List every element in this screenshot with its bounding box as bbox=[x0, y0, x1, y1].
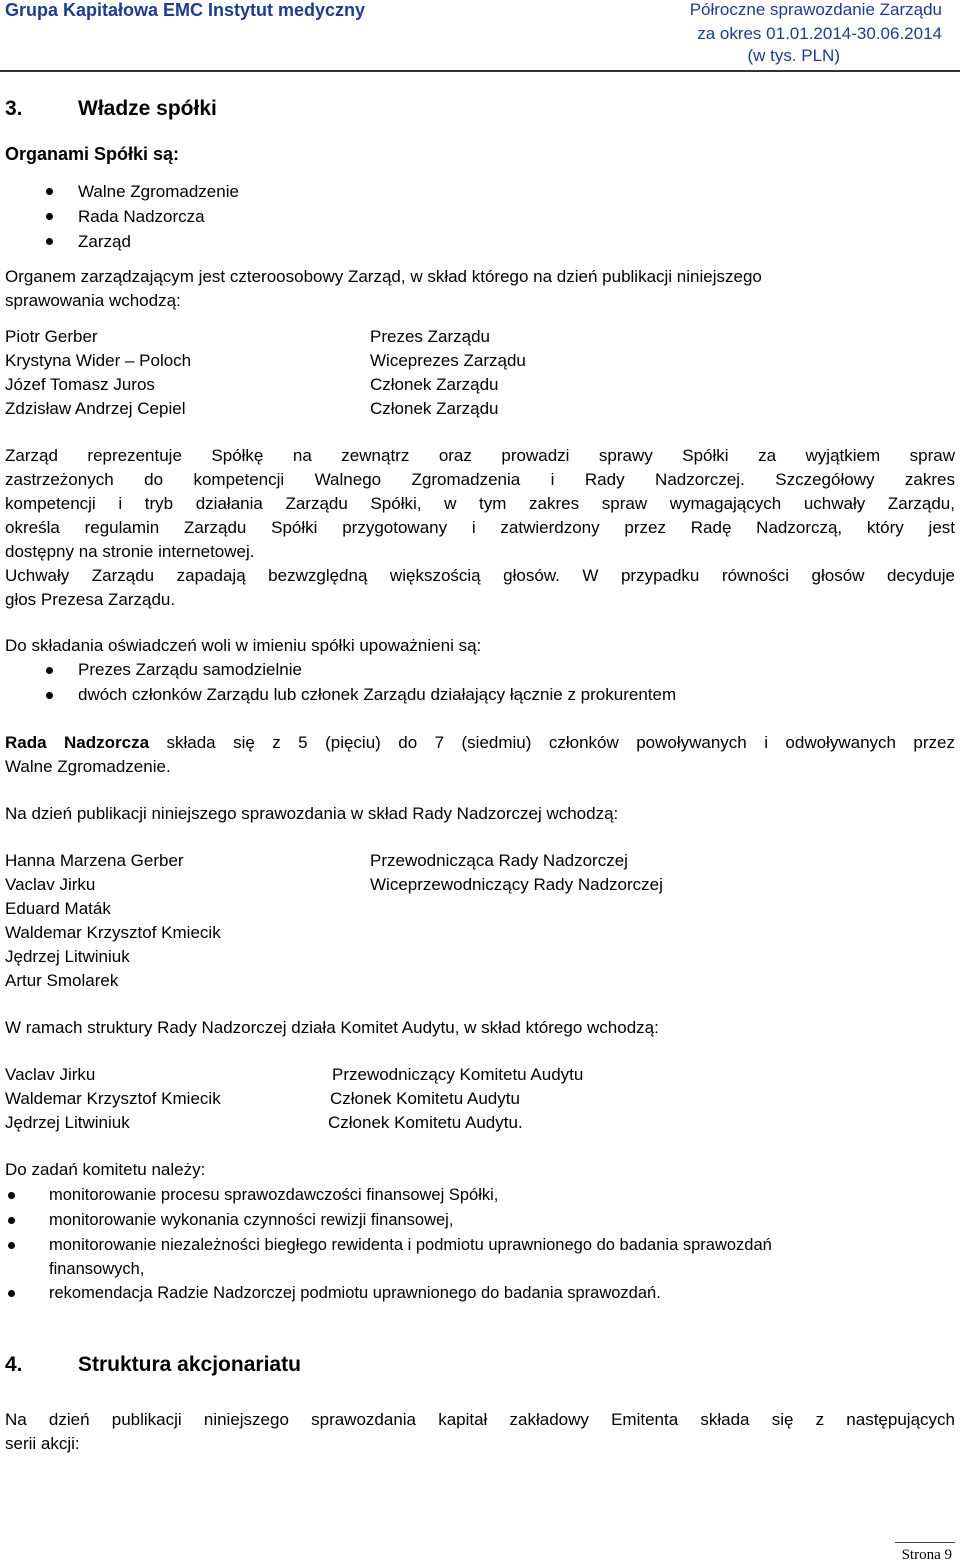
audit-member-role: Przewodniczący Komitetu Audytu bbox=[332, 1065, 584, 1084]
board-member-role: Członek Zarządu bbox=[370, 375, 499, 394]
board-member-role: Wiceprezes Zarządu bbox=[370, 351, 526, 370]
report-unit: (w tys. PLN) bbox=[747, 46, 840, 65]
page-number: Strona 9 bbox=[901, 1547, 952, 1563]
board-desc-line: określa regulamin Zarządu Spółki przygotowany i zatwierdzony przez Radę Nadzorczą, który jest bbox=[5, 518, 955, 537]
shares-intro-line-2: serii akcji: bbox=[5, 1434, 80, 1453]
bullet-icon bbox=[46, 238, 53, 245]
board-member-name: Piotr Gerber bbox=[5, 327, 98, 346]
report-period: za okres 01.01.2014-30.06.2014 bbox=[697, 24, 942, 43]
bullet-icon bbox=[8, 1242, 15, 1249]
organs-heading: Organami Spółki są: bbox=[5, 144, 180, 164]
shares-intro-line-1: Na dzień publikacji niniejszego sprawozdania kapitał zakładowy Emitenta składa się z następujących bbox=[5, 1410, 955, 1429]
council-member-name: Artur Smolarek bbox=[5, 971, 119, 990]
header-divider bbox=[0, 70, 960, 72]
board-desc-line: zastrzeżonych do kompetencji Walnego Zgromadzenia i Rady Nadzorczej. Szczegółowy zakres bbox=[5, 470, 955, 489]
board-member-name: Krystyna Wider – Poloch bbox=[5, 351, 192, 370]
board-desc-line: Zarząd reprezentuje Spółkę na zewnątrz oraz prowadzi sprawy Spółki za wyjątkiem spraw bbox=[5, 446, 955, 465]
organ-item: Walne Zgromadzenie bbox=[78, 182, 239, 201]
board-description bbox=[5, 444, 955, 612]
audit-intro: W ramach struktury Rady Nadzorczej działa Komitet Audytu, w skład którego wchodzą: bbox=[5, 1018, 659, 1037]
representation-item: Prezes Zarządu samodzielnie bbox=[78, 660, 302, 679]
board-intro-line-1: Organem zarządzającym jest czteroosobowy Zarząd, w skład którego na dzień publikacji niniejszego bbox=[5, 267, 762, 286]
bullet-icon bbox=[46, 188, 53, 195]
board-desc-line: kompetencji i tryb działania Zarządu Spółki, w tym zakres spraw wymagających uchwały Zarządu, bbox=[5, 494, 955, 513]
bullet-icon bbox=[8, 1217, 15, 1224]
bullet-icon bbox=[46, 213, 53, 220]
council-member-name: Eduard Maták bbox=[5, 899, 111, 918]
section-4-number: 4. bbox=[5, 1353, 23, 1376]
board-member-name: Zdzisław Andrzej Cepiel bbox=[5, 399, 186, 418]
audit-member-name: Jędrzej Litwiniuk bbox=[5, 1113, 130, 1132]
shares-intro bbox=[5, 1408, 955, 1456]
tasks-intro: Do zadań komitetu należy: bbox=[5, 1160, 206, 1179]
board-desc-line: dostępny na stronie internetowej. bbox=[5, 542, 255, 561]
report-title: Półroczne sprawozdanie Zarządu bbox=[689, 0, 942, 19]
bullet-icon bbox=[8, 1192, 15, 1199]
section-3-number: 3. bbox=[5, 97, 23, 120]
council-text-line-2: Walne Zgromadzenie. bbox=[5, 757, 171, 776]
board-member-role: Członek Zarządu bbox=[370, 399, 499, 418]
representation-item: dwóch członków Zarządu lub członek Zarządu działający łącznie z prokurentem bbox=[78, 685, 677, 704]
board-member-name: Józef Tomasz Juros bbox=[5, 375, 155, 394]
audit-member-role: Członek Komitetu Audytu. bbox=[328, 1113, 523, 1132]
board-desc-line: głos Prezesa Zarządu. bbox=[5, 590, 176, 609]
board-member-role: Prezes Zarządu bbox=[370, 327, 490, 346]
council-member-role: Wiceprzewodniczący Rady Nadzorczej bbox=[370, 875, 663, 894]
task-item: monitorowanie procesu sprawozdawczości finansowej Spółki, bbox=[49, 1186, 499, 1204]
audit-member-name: Vaclav Jirku bbox=[5, 1065, 96, 1084]
task-item: rekomendacja Radzie Nadzorczej podmiotu uprawnionego do badania sprawozdań. bbox=[49, 1284, 661, 1302]
council-member-role: Przewodnicząca Rady Nadzorczej bbox=[370, 851, 628, 870]
council-intro: Na dzień publikacji niniejszego sprawozdania w skład Rady Nadzorczej wchodzą: bbox=[5, 804, 619, 823]
council-composition bbox=[5, 731, 955, 779]
council-member-name: Waldemar Krzysztof Kmiecik bbox=[5, 923, 221, 942]
task-item: monitorowanie wykonania czynności rewizji finansowej, bbox=[49, 1211, 454, 1229]
section-4-title: Struktura akcjonariatu bbox=[78, 1353, 301, 1376]
task-item: monitorowanie niezależności biegłego rewidenta i podmiotu uprawnionego do badania sprawozdań bbox=[49, 1236, 772, 1254]
section-3-title: Władze spółki bbox=[78, 97, 217, 120]
board-desc-line: Uchwały Zarządu zapadają bezwzględną większością głosów. W przypadku równości głosów decyduje bbox=[5, 566, 955, 585]
audit-member-name: Waldemar Krzysztof Kmiecik bbox=[5, 1089, 221, 1108]
council-member-name: Vaclav Jirku bbox=[5, 875, 96, 894]
company-name: Grupa Kapitałowa EMC Instytut medyczny bbox=[5, 0, 366, 20]
council-text: składa się z 5 (pięciu) do 7 (siedmiu) członków powoływanych i odwoływanych przez bbox=[149, 733, 955, 752]
audit-member-role: Członek Komitetu Audytu bbox=[330, 1089, 520, 1108]
bullet-icon bbox=[46, 667, 53, 674]
task-item-continuation: finansowych, bbox=[49, 1260, 145, 1278]
council-bold-term: Rada Nadzorcza bbox=[5, 733, 150, 752]
council-member-name: Hanna Marzena Gerber bbox=[5, 851, 184, 870]
bullet-icon bbox=[46, 692, 53, 699]
organ-item: Zarząd bbox=[78, 232, 131, 251]
bullet-icon bbox=[8, 1290, 15, 1297]
council-member-name: Jędrzej Litwiniuk bbox=[5, 947, 130, 966]
representation-intro: Do składania oświadczeń woli w imieniu spółki upoważnieni są: bbox=[5, 636, 482, 655]
organ-item: Rada Nadzorcza bbox=[78, 207, 205, 226]
footer-divider bbox=[895, 1542, 955, 1543]
board-intro-line-2: sprawowania wchodzą: bbox=[5, 291, 181, 310]
